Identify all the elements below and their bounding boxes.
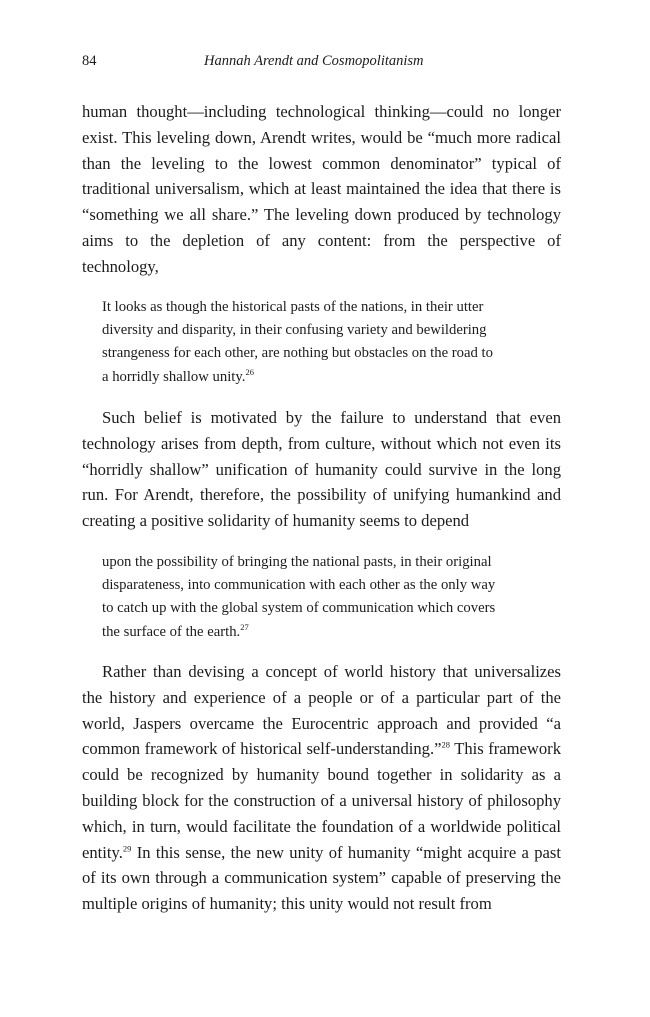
blockquote-2-line-1: upon the possibility of bringing the national pasts, in their original [102, 554, 492, 570]
footnote-ref-29: 29 [122, 843, 132, 854]
page-number: 84 [82, 53, 97, 69]
blockquote-1-line-4-text: a horridly shallow unity. [102, 368, 246, 385]
paragraph-2: Such belief is motivated by the failure to understand that even technology arises from depth, from culture, without which not even its “horridly shallow” unification of humanity could survive in the long run. For Arendt, therefore, the possibility of unifying humankind and creating a positive solidarity of humanity seems to depend [82, 408, 561, 531]
paragraph-3-part-a: Rather than devising a concept of world history that universalizes the history and experience of a people or of a particular part of the world, Jaspers overcame the Eurocentric approach and provided “a common framework of historical self-understanding.” [82, 662, 561, 759]
paragraph-3 [82, 659, 561, 917]
footnote-ref-26: 26 [245, 366, 254, 377]
blockquote-1-line-3: strangeness for each other, are nothing but obstacles on the road to [102, 345, 493, 362]
blockquote-2-line-4 [102, 621, 542, 644]
blockquote-2-line-2: disparateness, into communication with each other as the only way [102, 577, 496, 594]
blockquote-2-line-3: to catch up with the global system of communication which covers [102, 600, 496, 617]
paragraph-1: human thought—including technological thinking—could no longer exist. This leveling down, Arendt writes, would be “much more radical than the leveling to the lowest common denominator” typical of traditional universalism, which at least maintained the idea that there is “something we all share.” The leveling down produced by technology aims to the depletion of any content: from the perspective of technology, [82, 102, 561, 276]
running-title: Hannah Arendt and Cosmopolitanism [204, 53, 424, 69]
blockquote-1-line-2: diversity and disparity, in their confusing variety and bewildering [102, 322, 487, 339]
paragraph-3-part-c: In this sense, the new unity of humanity “might acquire a past of its own through a communication system” capable of preserving the multiple origins of humanity; this unity would not result from [82, 842, 561, 914]
blockquote-1-line-1: It looks as though the historical pasts of the nations, in their utter [102, 299, 484, 315]
blockquote-2-line-4-text: the surface of the earth. [102, 623, 241, 640]
footnote-ref-27: 27 [240, 621, 249, 632]
blockquote-1 [102, 296, 542, 389]
blockquote-2 [102, 551, 542, 644]
blockquote-1-line-4 [102, 366, 542, 389]
footnote-ref-28: 28 [441, 739, 450, 750]
page-header [82, 53, 561, 73]
paragraph-3-part-b: This framework could be recognized by humanity bound together in solidarity as a building block for the construction of a universal history of philosophy which, in turn, would facilitate the foundation of a worldwide political entity. [82, 739, 561, 862]
